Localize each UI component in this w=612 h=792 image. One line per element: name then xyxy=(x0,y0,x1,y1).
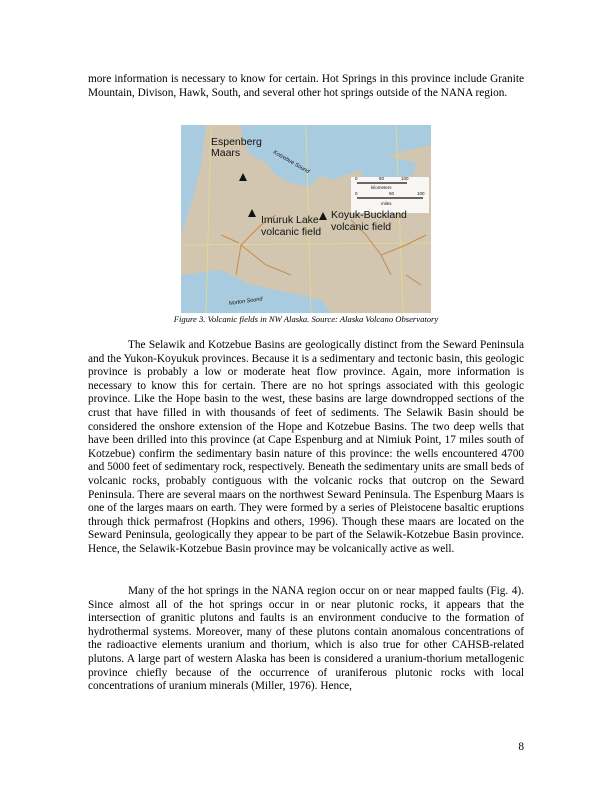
scale-mi-unit: miles xyxy=(381,201,392,206)
page-number: 8 xyxy=(518,741,524,753)
scale-km-100: 100 xyxy=(401,176,409,181)
koyuk-label-line2: volcanic field xyxy=(331,221,392,233)
imuruk-label-line1: Imuruk Lake xyxy=(261,214,319,226)
volcanic-fields-map xyxy=(181,125,431,313)
scale-mi-50: 50 xyxy=(389,191,395,196)
espenberg-label-line1: Espenberg xyxy=(211,136,262,148)
imuruk-label-line2: volcanic field xyxy=(261,226,322,238)
scale-mi-0: 0 xyxy=(355,191,358,196)
scale-mi-100: 100 xyxy=(417,191,425,196)
norton-sound-label: Norton Sound xyxy=(228,296,263,307)
espenberg-label-line2: Maars xyxy=(211,147,241,159)
kotzebue-sound-label: Kotzebue Sound xyxy=(272,149,311,176)
scale-km-50: 50 xyxy=(379,176,385,181)
koyuk-label-line1: Koyuk-Buckland xyxy=(331,209,407,221)
intro-paragraph: more information is necessary to know for certain. Hot Springs in this province include Granite Mountain, Divison, Hawk, South, and several other hot springs outside of the NANA region. xyxy=(88,73,524,99)
scale-km-0: 0 xyxy=(355,176,358,181)
scale-bar xyxy=(351,176,429,213)
basins-paragraph: The Selawik and Kotzebue Basins are geologically distinct from the Seward Peninsula and the Yukon-Koyukuk provinces. Because it is a sedimentary and tectonic basin, this geologic province is probably a low or moderate heat flow province. Again, more information is necessary to know this for certain. There are no hot springs associated with this geologic province. Like the Hope basin to the west, these basins are large downdropped sections of the crust that have filled in with thousands of feet of sediments. The Selawik Basin should be considered the onshore extension of the Hope and Kotzebue Basins. The two deep wells that have been drilled into this province (at Cape Espenburg and at Nimiuk Point, 17 miles south of Kotzebue) confirm the sedimentary basin nature of this province: the wells encountered 4700 and 5000 feet of sedimentary rock, respectively. Beneath the sedimentary units are small beds of volcanic rocks, probably contiguous with the volcanic rocks that outcrop on the Seward Peninsula. There are several maars on the northwest Seward Peninsula. The Espenburg Maars is one of the larges maars on earth. They were formed by a series of Pleistocene basaltic eruptions through thick permafrost (Hopkins and others, 1996). Though these maars are located on the Seward Peninsula, geologically they appear to be part of the Selawik-Kotzebue Basin province. Hence, the Selawik-Kotzebue Basin province may be volcanically active as well. xyxy=(88,339,524,555)
scale-km-unit: kilometers xyxy=(371,185,392,190)
map-graphic xyxy=(181,125,431,313)
figure-caption: Figure 3. Volcanic fields in NW Alaska. Source: Alaska Volcano Observatory xyxy=(173,314,439,324)
hot-springs-paragraph: Many of the hot springs in the NANA region occur on or near mapped faults (Fig. 4). Since almost all of the hot springs occur in or near plutonic rocks, it appears that the intersection of granitic plutons and faults is an environment conducive to the formation of hydrothermal systems. Moreover, many of these plutons contain anomalous concentrations of the radioactive elements uranium and thorium, which is also true for other CAHSB-related plutons. A large part of western Alaska has been is considered a uranium-thorium metallogenic province chiefly because of the occurrence of uraniferous plutonic rocks with local concentrations of uranium minerals (Miller, 1976). Hence, xyxy=(88,585,524,693)
